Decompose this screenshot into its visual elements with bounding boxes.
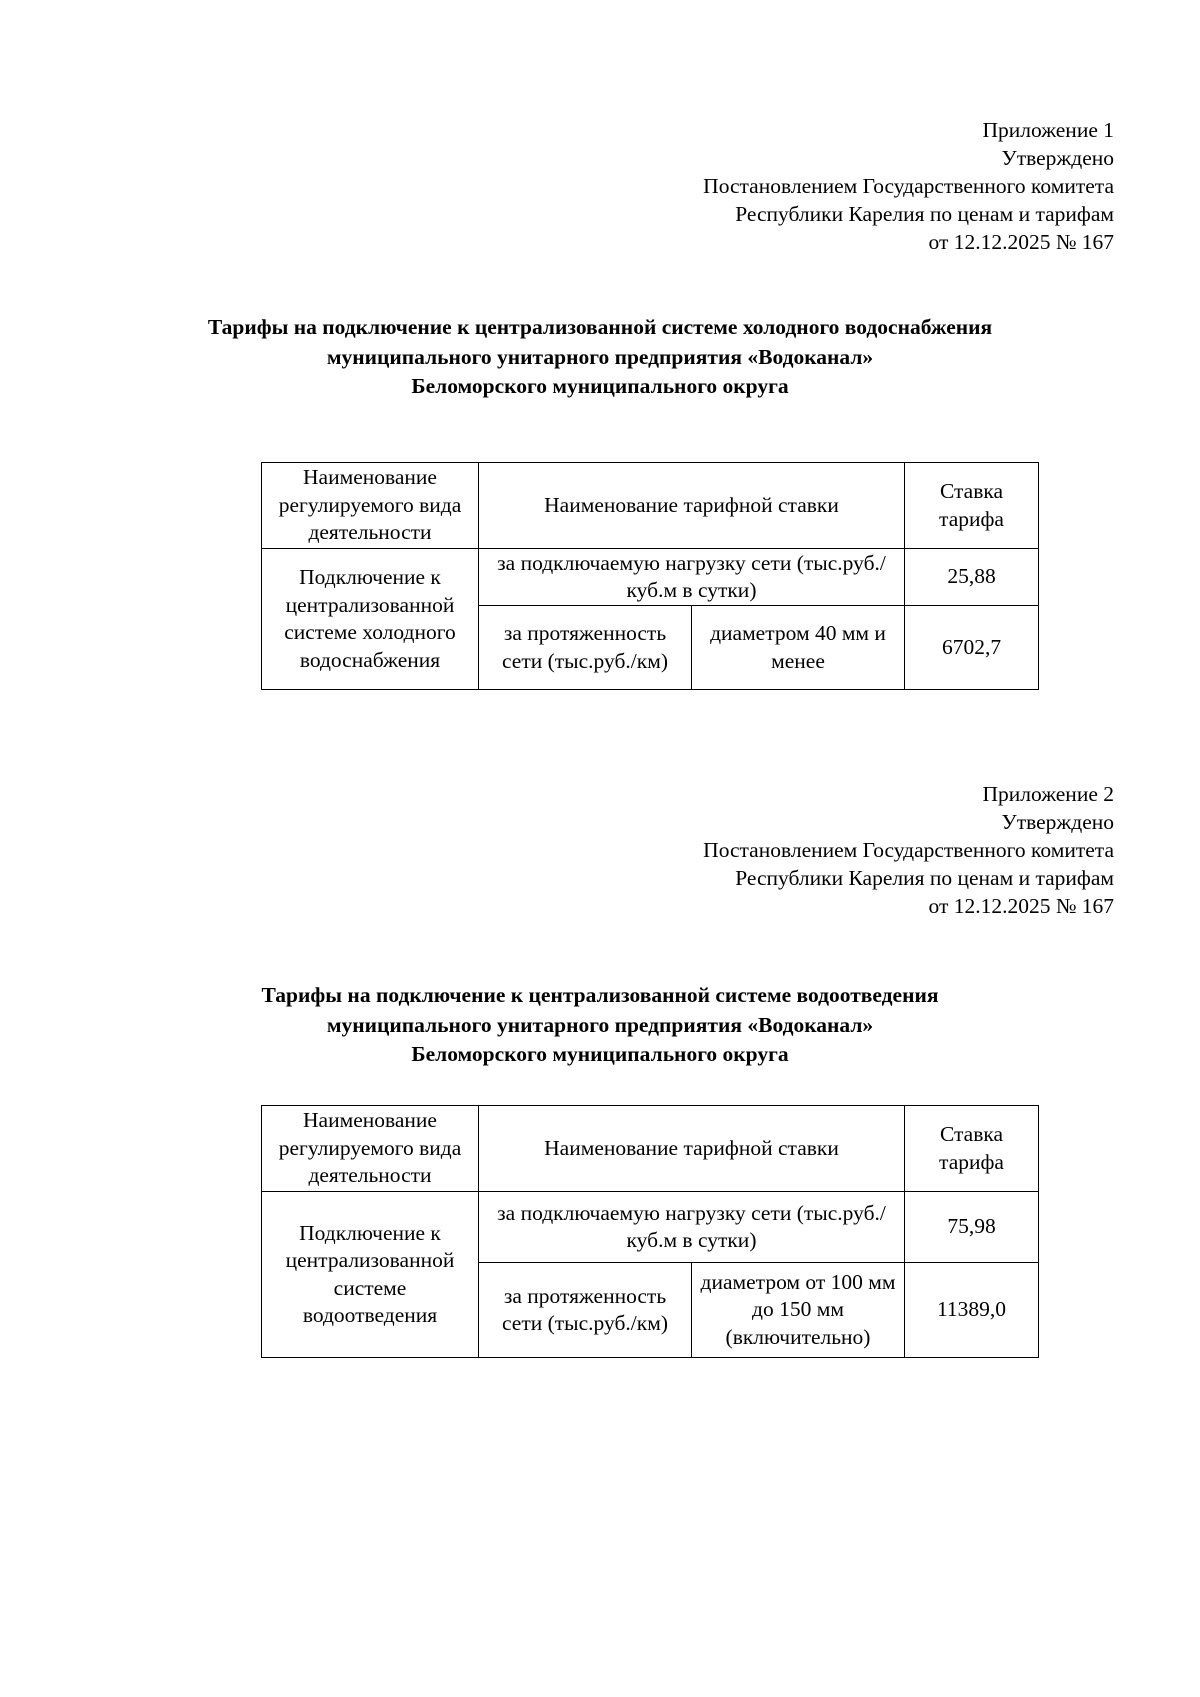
rate-value-cell: 6702,7 <box>905 606 1039 690</box>
rate-name-cell: за подключаемую нагрузку сети (тыс.руб./куб.м в сутки) <box>479 549 905 606</box>
resolution-date-number: от 12.12.2025 № 167 <box>928 230 1114 254</box>
wastewater-tariff-table <box>261 1105 1039 1358</box>
activity-cell: Подключение к централизованной системе холодного водоснабжения <box>262 549 479 690</box>
rate-name-cell: за подключаемую нагрузку сети (тыс.руб./куб.м в сутки) <box>479 1192 905 1263</box>
header-rate-name: Наименование тарифной ставки <box>479 1106 905 1192</box>
title-line: муниципального унитарного предприятия «Водоканал» <box>326 1012 874 1037</box>
header-rate-value: Ставка тарифа <box>905 1106 1039 1192</box>
rate-subname-cell: диаметром от 100 мм до 150 мм (включительно) <box>692 1263 905 1358</box>
title-line: Тарифы на подключение к централизованной системе водоотведения <box>261 983 939 1007</box>
header-activity: Наименование регулируемого вида деятельности <box>262 463 479 549</box>
approving-authority-cont: Республики Карелия по ценам и тарифам <box>735 202 1114 226</box>
appendix-2-approval-block <box>703 780 1114 920</box>
header-rate-value: Ставка тарифа <box>905 463 1039 549</box>
rate-name-cell: за протяженность сети (тыс.руб./км) <box>479 1263 692 1358</box>
title-line: муниципального унитарного предприятия «Водоканал» <box>326 344 874 369</box>
header-activity: Наименование регулируемого вида деятельности <box>262 1106 479 1192</box>
table-row <box>262 549 1039 606</box>
header-rate-name: Наименование тарифной ставки <box>479 463 905 549</box>
rate-name-cell: за протяженность сети (тыс.руб./км) <box>479 606 692 690</box>
rate-value-cell: 11389,0 <box>905 1263 1039 1358</box>
rate-value-cell: 75,98 <box>905 1192 1039 1263</box>
table-header-row <box>262 1106 1039 1192</box>
rate-value-cell: 25,88 <box>905 549 1039 606</box>
table-row <box>262 1192 1039 1263</box>
appendix-number: Приложение 1 <box>982 118 1114 142</box>
rate-subname-cell: диаметром 40 мм и менее <box>692 606 905 690</box>
appendix-2-title <box>0 981 1200 1070</box>
activity-cell: Подключение к централизованной системе водоотведения <box>262 1192 479 1358</box>
appendix-number: Приложение 2 <box>982 782 1114 806</box>
approving-authority: Постановлением Государственного комитета <box>703 838 1114 862</box>
appendix-1-approval-block <box>703 116 1114 256</box>
title-line: Беломорского муниципального округа <box>411 1042 789 1066</box>
title-line: Беломорского муниципального округа <box>411 374 789 398</box>
table-header-row <box>262 463 1039 549</box>
cold-water-tariff-table <box>261 462 1039 690</box>
title-line: Тарифы на подключение к централизованной системе холодного водоснабжения <box>207 315 993 339</box>
approving-authority-cont: Республики Карелия по ценам и тарифам <box>735 866 1114 890</box>
approving-authority: Постановлением Государственного комитета <box>703 174 1114 198</box>
approval-label: Утверждено <box>1001 810 1114 834</box>
approval-label: Утверждено <box>1001 146 1114 170</box>
resolution-date-number: от 12.12.2025 № 167 <box>928 894 1114 918</box>
appendix-1-title <box>0 313 1200 402</box>
